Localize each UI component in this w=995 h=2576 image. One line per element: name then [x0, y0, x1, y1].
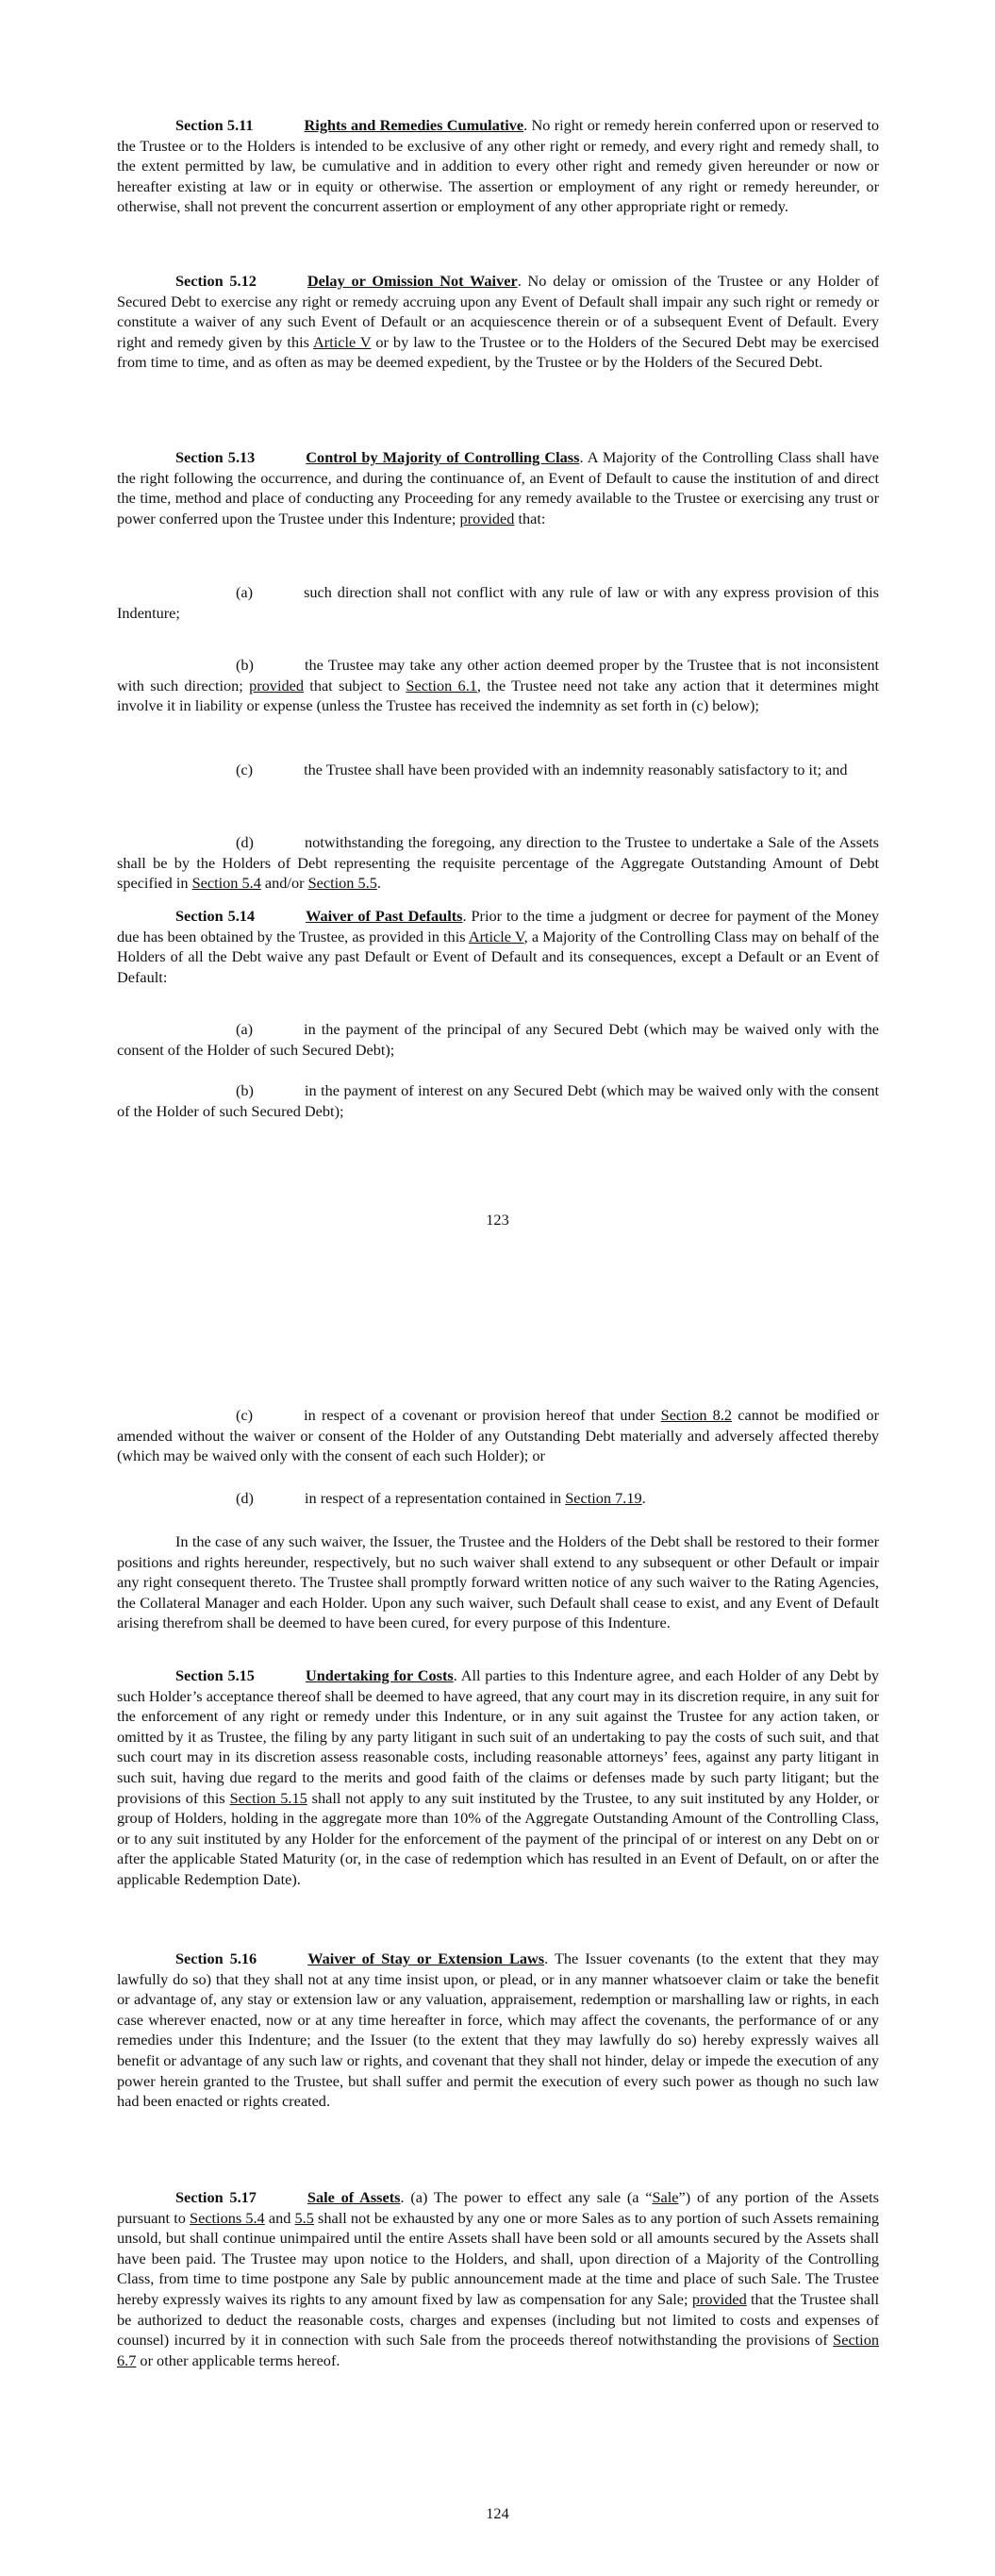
waiver-effect-paragraph [117, 1531, 879, 1633]
cross-reference: Section 7.19 [565, 1489, 642, 1507]
section-5-13 [117, 447, 879, 528]
section-body: and [264, 2208, 295, 2227]
section-title: Delay or Omission Not Waiver [307, 272, 518, 290]
section-body: . Prior to the time a judgment or decree for payment of the Money due has been obtained by the Trustee, as provided in this [117, 907, 879, 945]
clause-5-13-a [117, 582, 879, 623]
clause-label: (b) [236, 656, 254, 674]
section-title: Sale of Assets [307, 2188, 401, 2206]
cross-reference: Article V [468, 927, 524, 945]
cross-reference: Sections 5.4 [190, 2208, 265, 2227]
clause-5-14-b [117, 1080, 879, 1121]
section-number: Section 5.17 [175, 2188, 257, 2206]
section-body: . No delay or omission of the Trustee or any Holder of Secured Debt to exercise any right or remedy accruing upon any Event of Default shall impair any such right or remedy or constitute a waiver of any such Event of Default or an acquiescence therein or of a subsequent Event of Default. Every right and remedy given by this [117, 272, 880, 351]
cross-reference: Section 8.2 [660, 1406, 733, 1424]
cross-reference: provided [249, 676, 304, 694]
section-number: Section 5.12 [175, 272, 257, 290]
clause-5-14-c [117, 1405, 879, 1466]
cross-reference: Section 5.4 [191, 874, 261, 893]
clause-body: the Trustee may take any other action deemed proper by the Trustee that is not inconsistent with such direction; [117, 656, 879, 694]
section-body: . No right or remedy herein conferred upon or reserved to the Trustee or to the Holders is intended to be exclusive of any other right or remedy, and every right and remedy shall, to the extent permitted by law, be cumulative and in addition to every other right and remedy given hereunder or now or hereafter existing at law or in equity or otherwise. The assertion or employment of any right or remedy hereunder, or otherwise, shall not prevent the concurrent assertion or employment of any other appropriate right or remedy. [117, 116, 880, 216]
section-body: that: [514, 509, 546, 527]
clause-5-14-d [117, 1488, 879, 1509]
section-body: . A Majority of the Controlling Class shall have the right following the occurrence, and during the continuance of, an Event of Default to cause the institution of and direct the time, method and place of conducting any Proceeding for any remedy available to the Trustee or exercising any trust or power conferred upon the Trustee under this Indenture; [117, 448, 879, 527]
cross-reference: Section 6.7 [117, 2331, 879, 2369]
section-body: , a Majority of the Controlling Class may on behalf of the Holders of all the Debt waive any past Default or Event of Default and its consequences, except a Default or an Event of Default: [117, 927, 880, 986]
section-5-11 [117, 115, 879, 217]
section-number: Section 5.15 [175, 1666, 255, 1684]
section-5-17 [117, 2187, 879, 2370]
section-body: . (a) The power to effect any sale (a “ [400, 2188, 653, 2206]
cross-reference: Article V [313, 332, 372, 351]
clause-body: . [376, 874, 381, 893]
clause-body: . [641, 1489, 646, 1507]
page-number: 123 [486, 1211, 509, 1229]
document-page [0, 1288, 995, 2576]
section-title: Waiver of Past Defaults [306, 907, 463, 925]
clause-body: in respect of a representation contained in [304, 1489, 566, 1507]
clause-body: that subject to [303, 676, 406, 694]
cross-reference: provided [691, 2289, 747, 2308]
section-body: . All parties to this Indenture agree, and each Holder of any Debt by such Holder’s acceptance thereof shall be deemed to have agreed, that any court may in its discretion require, in any suit for the enforcement of any right or remedy under this Indenture, or in any suit against the Trustee for any action taken, or omitted by it as Trustee, the filing by any party litigant in such suit of an undertaking to pay the costs of such suit, and that such court may in its discretion assess reasonable costs, including reasonable attorneys’ fees, against any party litigant in such suit, having due regard to the merits and good faith of the claims or defenses made by such party litigant; but the provisions of this [117, 1666, 879, 1807]
section-title: Rights and Remedies Cumulative [304, 116, 524, 134]
clause-body: such direction shall not conflict with any rule of law or with any express provision of this Indenture; [117, 583, 879, 622]
section-5-16 [117, 1949, 879, 2112]
section-number: Section 5.11 [175, 116, 254, 134]
section-body: or other applicable terms hereof. [136, 2350, 340, 2369]
cross-reference: Section 5.5 [307, 874, 377, 893]
clause-body: in the payment of the principal of any Secured Debt (which may be waived only with the consent of the Holder of such Secured Debt); [117, 1020, 879, 1059]
clause-label: (a) [236, 583, 254, 601]
cross-reference: 5.5 [294, 2208, 314, 2227]
section-body: shall not apply to any suit instituted by the Trustee, to any suit instituted by any Holder, or group of Holders, holding in the aggregate more than 10% of the Aggregate Outstanding Amount of the Controlling Class, or to any suit instituted by any Holder for the enforcement of the payment of the principal of or interest on any Debt on or after the applicable Stated Maturity (or, in the case of redemption which has resulted in an Event of Default, on or after the applicable Redemption Date). [117, 1788, 879, 1888]
paragraph-body: In the case of any such waiver, the Issuer, the Trustee and the Holders of the Debt shall be restored to their former positions and rights hereunder, respectively, but no such waiver shall extend to any subsequent or other Default or impair any right consequent thereto. The Trustee shall promptly forward written notice of any such waiver to the Rating Agencies, the Collateral Manager and each Holder. Upon any such waiver, such Default shall cease to exist, and any Event of Default arising therefrom shall be deemed to have been cured, for every purpose of this Indenture. [117, 1532, 879, 1632]
clause-body: the Trustee shall have been provided with an indemnity reasonably satisfactory to it; and [304, 761, 848, 778]
section-number: Section 5.14 [175, 907, 256, 925]
section-body: or by law to the Trustee or to the Holders of the Secured Debt may be exercised from time to time, and as often as may be deemed expedient, by the Trustee or by the Holders of the Secured Debt. [117, 332, 880, 372]
clause-label: (d) [236, 1489, 254, 1507]
section-number: Section 5.16 [175, 1949, 257, 1967]
page-number: 124 [486, 2504, 509, 2522]
clause-body: , the Trustee need not take any action that it determines might involve it in liability or expense (unless the Trustee has received the indemnity as set forth in (c) below); [117, 676, 880, 715]
clause-body: in the payment of interest on any Secured Debt (which may be waived only with the consent of the Holder of such Secured Debt); [117, 1081, 879, 1120]
defined-term: Sale [652, 2188, 679, 2206]
clause-label: (d) [236, 833, 254, 851]
cross-reference: Section 6.1 [406, 676, 477, 694]
section-5-15 [117, 1665, 879, 1890]
clause-5-14-a [117, 1019, 879, 1060]
section-title: Undertaking for Costs [305, 1666, 454, 1684]
section-body: shall not be exhausted by any one or more Sales as to any portion of such Assets remaining unsold, but shall continue unimpaired until the entire Assets shall have been sold or all amounts secured by the Assets shall have been paid. The Trustee may upon notice to the Holders, and shall, upon direction of a Majority of the Controlling Class, from time to time postpone any Sale by public announcement made at the time and place of such Sale. The Trustee hereby expressly waives its rights to any amount fixed by law as compensation for any Sale; [117, 2208, 880, 2308]
clause-label: (c) [236, 1406, 254, 1424]
section-title: Waiver of Stay or Extension Laws [307, 1949, 545, 1967]
cross-reference: provided [459, 509, 515, 527]
section-5-12 [117, 271, 879, 373]
clause-5-13-b [117, 655, 879, 716]
cross-reference: Section 5.15 [229, 1788, 307, 1807]
clause-body: in respect of a covenant or provision hereof that under [304, 1406, 661, 1424]
clause-label: (c) [236, 761, 254, 778]
clause-body: and/or [260, 874, 308, 893]
clause-body: notwithstanding the foregoing, any direction to the Trustee to undertake a Sale of the Assets shall be by the Holders of Debt representing the requisite percentage of the Aggregate Outstanding Amount of Debt specified in [117, 833, 879, 893]
section-5-14 [117, 906, 879, 987]
clause-label: (b) [236, 1081, 254, 1099]
clause-label: (a) [236, 1020, 254, 1038]
section-title: Control by Majority of Controlling Class [306, 448, 580, 466]
section-body: . The Issuer covenants (to the extent that they may lawfully do so) that they shall not at any time insist upon, or plead, or in any manner whatsoever claim or take the benefit or advantage of, any stay or extension law or any valuation, appraisement, redemption or marshalling law or rights, in each case wherever enacted, now or at any time hereafter in force, which may affect the covenants, the performance of or any remedies under this Indenture; and the Issuer (to the extent that they may lawfully do so) hereby expressly waives all benefit or advantage of any such law or rights, and covenant that they shall not hinder, delay or impede the execution of any power herein granted to the Trustee, but shall suffer and permit the execution of every such power as though no such law had been enacted or rights created. [117, 1949, 879, 2111]
clause-body: cannot be modified or amended without the waiver or consent of the Holder of any Outstanding Debt materially and adversely affected thereby (which may be waived only with the consent of each such Holder); or [117, 1406, 879, 1465]
clause-5-13-d [117, 832, 879, 894]
section-body: ”) of any portion of the Assets pursuant to [117, 2188, 880, 2227]
section-body: that the Trustee shall be authorized to deduct the reasonable costs, charges and expenses (including but not limited to costs and expenses of counsel) incurred by it in connection with such Sale from the proceeds thereof notwithstanding the provisions of [117, 2289, 879, 2350]
clause-5-13-c [117, 760, 879, 780]
section-number: Section 5.13 [175, 448, 256, 466]
